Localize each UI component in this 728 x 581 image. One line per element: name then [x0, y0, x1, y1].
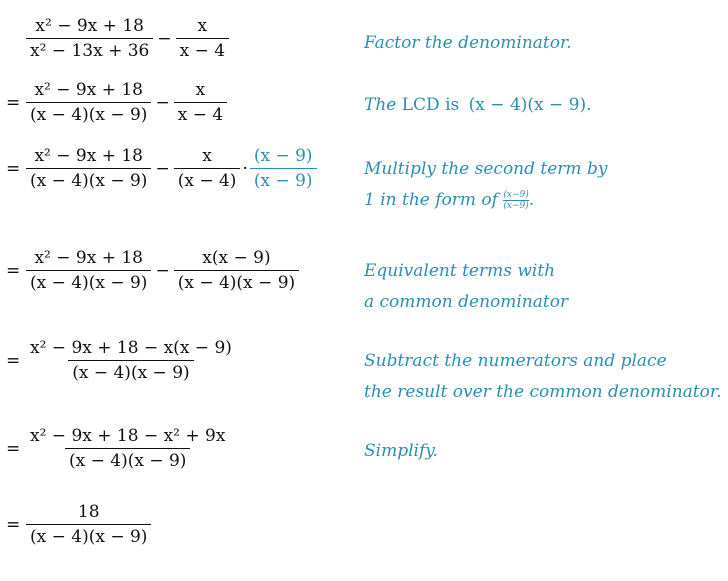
note-text: Factor the denominator. [364, 33, 572, 53]
numerator: 18 [77, 502, 100, 522]
numerator: x [195, 80, 206, 100]
numerator: x² − 9x + 18 [34, 146, 143, 166]
numerator: x(x − 9) [202, 248, 271, 268]
note-multiply [364, 154, 607, 216]
note-subtract [364, 346, 722, 408]
numerator: x² − 9x + 18 [34, 248, 143, 268]
equals-sign: = [6, 514, 21, 535]
minus-operator: − [155, 260, 170, 281]
note-lcd [364, 90, 592, 121]
denominator: (x − 4)(x − 9) [26, 102, 151, 125]
fraction-one-form [250, 146, 317, 191]
fraction-1 [26, 338, 236, 383]
fraction-1 [26, 80, 151, 125]
equals-sign: = [6, 92, 21, 113]
denominator: (x − 4)(x − 9) [68, 360, 193, 383]
fraction-2 [176, 16, 229, 61]
inline-fraction [503, 190, 528, 211]
denominator: (x − 9) [250, 168, 317, 191]
denominator: (x − 4)(x − 9) [26, 524, 151, 547]
fraction-2 [174, 146, 241, 191]
note-text: Simplify. [364, 441, 439, 461]
note-line-2: a common denominator [364, 292, 569, 312]
equals-sign: = [6, 438, 21, 459]
equals-sign: = [6, 350, 21, 371]
note-line-1: Subtract the numerators and place [364, 351, 667, 371]
numerator: x² − 9x + 18 [34, 80, 143, 100]
step-1 [6, 16, 229, 61]
step-4 [6, 248, 299, 293]
note-equivalent [364, 256, 568, 318]
minus-operator: − [157, 28, 172, 49]
denominator: x² − 13x + 36 [26, 38, 153, 61]
denominator: (x − 4)(x − 9) [174, 270, 299, 293]
numerator: x² − 9x + 18 [35, 16, 144, 36]
denominator: (x − 4)(x − 9) [26, 270, 151, 293]
fraction-2 [174, 80, 227, 125]
fraction-1 [26, 248, 151, 293]
step-7 [6, 502, 151, 547]
denominator: x − 4 [174, 102, 227, 125]
step-3 [6, 146, 317, 191]
denominator: x − 4 [176, 38, 229, 61]
inline-numerator: (x−9) [503, 190, 529, 200]
numerator: (x − 9) [253, 146, 313, 166]
minus-operator: − [155, 92, 170, 113]
fraction-1 [26, 146, 151, 191]
numerator: x² − 9x + 18 − x(x − 9) [30, 338, 232, 358]
note-text-a: The [364, 95, 397, 115]
fraction-1 [26, 426, 229, 471]
note-text-c: (x − 4)(x − 9). [468, 95, 592, 115]
equals-sign: = [6, 260, 21, 281]
note-simplify [364, 436, 438, 467]
numerator: x² − 9x + 18 − x² + 9x [30, 426, 226, 446]
inline-denominator: (x−9) [503, 201, 529, 211]
note-text: 1 in the form of [364, 190, 498, 210]
note-line-2: the result over the common denominator. [364, 382, 722, 402]
denominator: (x − 4) [174, 168, 241, 191]
note-line-1: Equivalent terms with [364, 261, 556, 281]
fraction-1 [26, 16, 153, 61]
minus-operator: − [155, 158, 170, 179]
step-2 [6, 80, 227, 125]
numerator: x [202, 146, 212, 166]
step-5 [6, 338, 236, 383]
step-6 [6, 426, 229, 471]
note-line-2 [364, 185, 607, 216]
multiply-dot: · [242, 158, 248, 179]
note-line-1: Multiply the second term by [364, 159, 608, 179]
note-period: . [528, 190, 535, 210]
denominator: (x − 4)(x − 9) [26, 168, 151, 191]
fraction-2 [174, 248, 299, 293]
equals-sign: = [6, 158, 21, 179]
numerator: x [197, 16, 208, 36]
fraction-1 [26, 502, 151, 547]
note-text-b: LCD is [401, 95, 460, 115]
denominator: (x − 4)(x − 9) [65, 448, 190, 471]
note-factor [364, 28, 572, 59]
